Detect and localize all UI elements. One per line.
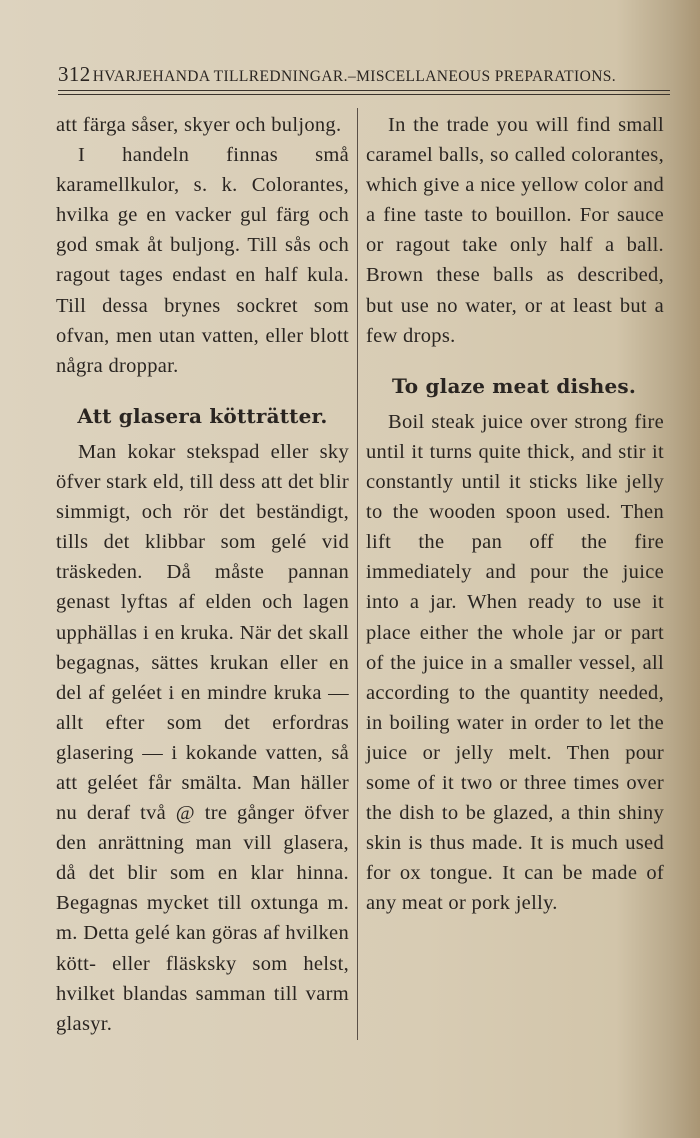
page-number: 312 bbox=[58, 62, 91, 86]
swedish-paragraph-continued: att färga såser, skyer och buljong. bbox=[56, 114, 342, 136]
swedish-paragraph-glaze: Man kokar stekspad eller sky öfver stark eld, till dess att det blir simmigt, och rör det beständigt, tills det klibbar som gelé vid träskeden. Då måste pannan genast lyftas af elden och lagen upphällas i en kruka. När det skall begagnas, sättes krukan eller en del af geléet i en mindre kruka — allt efter som det erfordras glasering — i kokande vatten, så att geléet får smälta. Man häller nu deraf två @ tre gånger öfver den anrättning man vill glasera, då det blir som en klar hinna. Begagnas mycket till oxtunga m. m. Detta gelé kan göras af hvilken kött- eller fläsksky som helst, hvilket blandas samman till varm glasyr. bbox=[56, 440, 349, 1035]
swedish-paragraph-colorantes: I handeln finnas små karamellkulor, s. k. Colorantes, hvilka ge en vacker gul färg och god smak åt buljong. Till sås och ragout tages endast en half kula. Till dessa brynes sockret som ofvan, men utan vatten, eller blott några droppar. bbox=[56, 144, 349, 377]
swedish-column bbox=[56, 110, 349, 1039]
running-header bbox=[58, 62, 668, 87]
header-rule-thin bbox=[58, 94, 670, 95]
header-rule bbox=[58, 90, 670, 91]
column-divider bbox=[357, 108, 358, 1040]
english-paragraph-glaze: Boil steak juice over strong fire until it turns quite thick, and stir it constantly until it sticks like jelly to the wooden spoon used. Then lift the pan off the fire immediately and pour the juice into a jar. When ready to use it place either the whole jar or part of the juice in a smaller vessel, all according to the quantity needed, in boiling water in order to let the juice or jelly melt. Then pour some of it two or three times over the dish to be glazed, a thin shiny skin is thus made. It is much used for ox tongue. It can be made of any meat or pork jelly. bbox=[366, 410, 664, 915]
running-title: HVARJEHANDA TILLREDNINGAR.–MISCELLANEOUS PREPARATIONS. bbox=[92, 68, 617, 85]
english-paragraph-colorantes: In the trade you will find small caramel balls, so called colorantes, which give a nice yellow color and a fine taste to bouillon. For sauce or ragout take only half a ball. Brown these balls as described, but use no water, or at least but a few drops. bbox=[366, 114, 664, 347]
swedish-section-heading: Att glasera kötträtter. bbox=[77, 403, 328, 428]
english-column bbox=[366, 110, 664, 918]
english-section-heading: To glaze meat dishes. bbox=[392, 373, 637, 398]
